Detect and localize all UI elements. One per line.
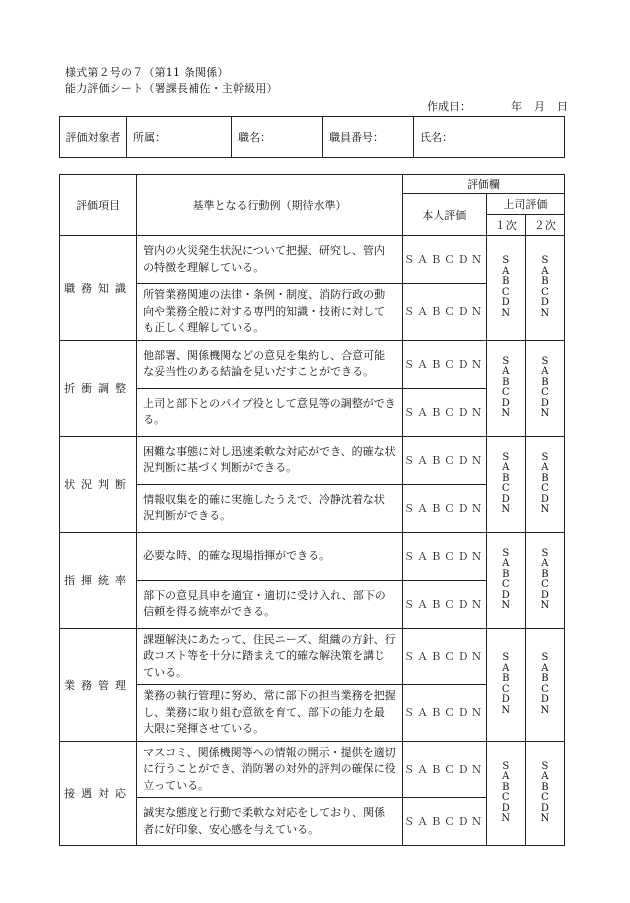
rating-letter: D xyxy=(540,589,549,601)
rating-letter: S xyxy=(541,355,549,367)
criteria-row xyxy=(60,628,565,685)
col-self-header: 本人評価 xyxy=(402,194,486,236)
rating-letter: N xyxy=(540,600,550,611)
rating-letter: S xyxy=(541,255,549,267)
col-first-header: １次 xyxy=(486,215,525,236)
evaluation-item: 接遇対応 xyxy=(60,741,137,846)
rating-letter: N xyxy=(501,408,511,419)
evaluation-item: 職務知識 xyxy=(60,236,137,341)
rating-letter: B xyxy=(502,781,510,793)
rating-letter: D xyxy=(501,802,510,814)
rating-letter: S xyxy=(541,652,549,663)
form-title: 能力評価シート（署課長補佐・主幹級用） xyxy=(65,82,278,95)
rating-letter: D xyxy=(540,493,549,505)
rating-letter: C xyxy=(541,286,549,298)
self-rating-scale[interactable]: ＳＡＢＣＤＮ xyxy=(402,340,486,388)
criteria-row xyxy=(60,340,565,388)
criteria-text: 課題解決にあたって、住民ニーズ、組織の方針、行政コスト等を十分に踏まえて的確な解決策を講じている。 xyxy=(137,628,403,685)
rating-letter: D xyxy=(540,397,549,409)
rating-letter: N xyxy=(540,307,550,319)
criteria-text: 情報収集を的確に実施したうえで、冷静沈着な状況判断ができる。 xyxy=(137,484,403,532)
rating-letter: D xyxy=(540,802,549,814)
rating-letter: B xyxy=(502,376,510,388)
date-year-unit: 年 xyxy=(511,100,522,113)
rating-letter: D xyxy=(540,297,549,309)
rating-letter: B xyxy=(502,276,510,288)
criteria-text: 部下の意見具申を適宜・適切に受け入れ、部下の信頼を得る統率ができる。 xyxy=(137,580,403,628)
self-rating-scale[interactable]: ＳＡＢＣＤＮ xyxy=(402,484,486,532)
criteria-text: 上司と部下とのパイプ役として意見等の調整ができる。 xyxy=(137,388,403,436)
rating-letter: C xyxy=(541,579,549,590)
criteria-row xyxy=(60,236,565,284)
superior-first-rating-scale[interactable] xyxy=(486,436,525,532)
rating-letter: S xyxy=(502,547,510,559)
criteria-text: マスコミ、関係機関等への情報の開示・提供を適切に行うことができ、消防署の対外的評判の確保に役立っている。 xyxy=(137,741,403,798)
self-rating-scale[interactable]: ＳＡＢＣＤＮ xyxy=(402,580,486,628)
rating-letter: N xyxy=(501,704,511,716)
rating-letter: B xyxy=(541,568,549,580)
rating-letter: D xyxy=(501,493,510,505)
rating-letter: B xyxy=(541,276,549,288)
rating-letter: B xyxy=(502,472,510,484)
rating-letter: D xyxy=(501,589,510,601)
rating-letter: B xyxy=(541,472,549,484)
rating-letter: S xyxy=(541,547,549,559)
rating-letter: N xyxy=(540,704,550,716)
rating-letter: D xyxy=(501,397,510,409)
rating-letter: B xyxy=(541,781,549,793)
rating-letter: S xyxy=(541,760,549,772)
criteria-row xyxy=(60,532,565,580)
evaluation-item: 業務管理 xyxy=(60,628,137,741)
affiliation-field[interactable]: 所属： xyxy=(127,117,232,158)
rating-letter: B xyxy=(541,376,549,388)
self-rating-scale[interactable]: ＳＡＢＣＤＮ xyxy=(402,388,486,436)
col-criteria-header: 基準となる行動例（期待水準） xyxy=(137,175,403,236)
rating-letter: D xyxy=(501,694,510,705)
rating-letter: N xyxy=(501,504,511,515)
superior-second-rating-scale[interactable] xyxy=(525,436,564,532)
rating-letter: A xyxy=(541,366,549,377)
superior-first-rating-scale[interactable] xyxy=(486,340,525,436)
rating-letter: S xyxy=(502,451,510,463)
rating-letter: C xyxy=(541,792,549,804)
self-rating-scale[interactable]: ＳＡＢＣＤＮ xyxy=(402,532,486,580)
rating-letter: S xyxy=(502,652,510,663)
criteria-text: 管内の火災発生状況について把握、研究し、管内の特徴を理解している。 xyxy=(137,236,403,284)
self-rating-scale[interactable]: ＳＡＢＣＤＮ xyxy=(402,628,486,685)
rating-letter: B xyxy=(541,673,549,684)
criteria-text: 業務の執行管理に努め、常に部下の担当業務を把握し、業務に取り組む意欲を育て、部下の能力を最大限に発揮させている。 xyxy=(137,685,403,742)
rating-letter: N xyxy=(540,504,550,515)
rating-letter: A xyxy=(541,662,549,674)
superior-second-rating-scale[interactable] xyxy=(525,532,564,628)
date-day-unit: 日 xyxy=(557,100,568,113)
rating-letter: C xyxy=(501,683,510,695)
superior-second-rating-scale[interactable] xyxy=(525,236,564,341)
criteria-text: 困難な事態に対し迅速柔軟な対応ができ、的確な状況判断に基づく判断ができる。 xyxy=(137,436,403,484)
rating-letter: C xyxy=(541,387,549,398)
evaluation-table xyxy=(59,174,565,846)
col-superior-header: 上司評価 xyxy=(486,194,564,215)
evaluation-item: 折衝調整 xyxy=(60,340,137,436)
rating-letter: N xyxy=(501,600,511,611)
rating-letter: C xyxy=(541,683,549,695)
rating-letter: S xyxy=(502,760,510,772)
criteria-row xyxy=(60,741,565,798)
rating-letter: D xyxy=(540,694,549,705)
rating-letter: N xyxy=(501,307,511,319)
superior-first-rating-scale[interactable] xyxy=(486,628,525,741)
col-item-header: 評価項目 xyxy=(60,175,137,236)
rating-letter: C xyxy=(501,387,510,398)
rating-letter: C xyxy=(501,792,510,804)
rating-letter: S xyxy=(502,255,510,267)
superior-first-rating-scale[interactable] xyxy=(486,236,525,341)
criteria-text: 所管業務関連の法律・条例・制度、消防行政の動向や業務全般に対する専門的知識・技術に対しても正しく理解している。 xyxy=(137,284,403,341)
target-header: 評価対象者 xyxy=(60,117,127,158)
rating-letter: A xyxy=(502,662,510,674)
rating-letter: N xyxy=(501,813,511,825)
evaluation-item: 指揮統率 xyxy=(60,532,137,628)
criteria-text: 他部署、関係機関などの意見を集約し、合意可能な妥当性のある結論を見いだすことができる。 xyxy=(137,340,403,388)
self-rating-scale[interactable]: ＳＡＢＣＤＮ xyxy=(402,436,486,484)
rating-letter: A xyxy=(502,462,510,473)
date-month-unit: 月 xyxy=(534,100,545,113)
rating-letter: B xyxy=(502,568,510,580)
self-rating-scale[interactable]: ＳＡＢＣＤＮ xyxy=(402,741,486,798)
col-rating-header: 評価欄 xyxy=(402,175,564,194)
rating-letter: N xyxy=(540,408,550,419)
rating-letter: A xyxy=(502,265,510,277)
self-rating-scale[interactable]: ＳＡＢＣＤＮ xyxy=(402,685,486,742)
evaluation-target-table xyxy=(59,116,565,158)
date-label: 作成日： xyxy=(427,100,471,113)
rating-letter: A xyxy=(502,771,510,783)
rating-letter: C xyxy=(501,579,510,590)
superior-first-rating-scale[interactable] xyxy=(486,532,525,628)
criteria-text: 必要な時、的確な現場指揮ができる。 xyxy=(137,532,403,580)
col-second-header: ２次 xyxy=(525,215,564,236)
criteria-row xyxy=(60,436,565,484)
rating-letter: N xyxy=(540,813,550,825)
rating-letter: C xyxy=(541,483,549,494)
criteria-text: 誠実な態度と行動で柔軟な対応をしており、関係者に好印象、安心感を与えている。 xyxy=(137,798,403,846)
rating-letter: A xyxy=(541,558,549,569)
self-rating-scale[interactable]: ＳＡＢＣＤＮ xyxy=(402,284,486,341)
rating-letter: A xyxy=(541,462,549,473)
rating-letter: A xyxy=(502,366,510,377)
rating-letter: A xyxy=(502,558,510,569)
job-title-field[interactable]: 職名： xyxy=(232,117,323,158)
self-rating-scale[interactable]: ＳＡＢＣＤＮ xyxy=(402,236,486,284)
superior-second-rating-scale[interactable] xyxy=(525,340,564,436)
rating-letter: D xyxy=(501,297,510,309)
rating-letter: S xyxy=(502,355,510,367)
evaluation-item: 状況判断 xyxy=(60,436,137,532)
employee-number-field[interactable]: 職員番号： xyxy=(323,117,414,158)
superior-second-rating-scale[interactable] xyxy=(525,741,564,846)
rating-letter: A xyxy=(541,771,549,783)
rating-letter: A xyxy=(541,265,549,277)
form-number: 様式第２号の７（第11 条関係） xyxy=(65,66,229,79)
rating-letter: C xyxy=(501,483,510,494)
superior-second-rating-scale[interactable] xyxy=(525,628,564,741)
rating-letter: S xyxy=(541,451,549,463)
rating-letter: C xyxy=(501,286,510,298)
creation-date-line xyxy=(427,98,568,114)
name-field[interactable]: 氏名： xyxy=(414,117,565,158)
superior-first-rating-scale[interactable] xyxy=(486,741,525,846)
self-rating-scale[interactable]: ＳＡＢＣＤＮ xyxy=(402,798,486,846)
rating-letter: B xyxy=(502,673,510,684)
